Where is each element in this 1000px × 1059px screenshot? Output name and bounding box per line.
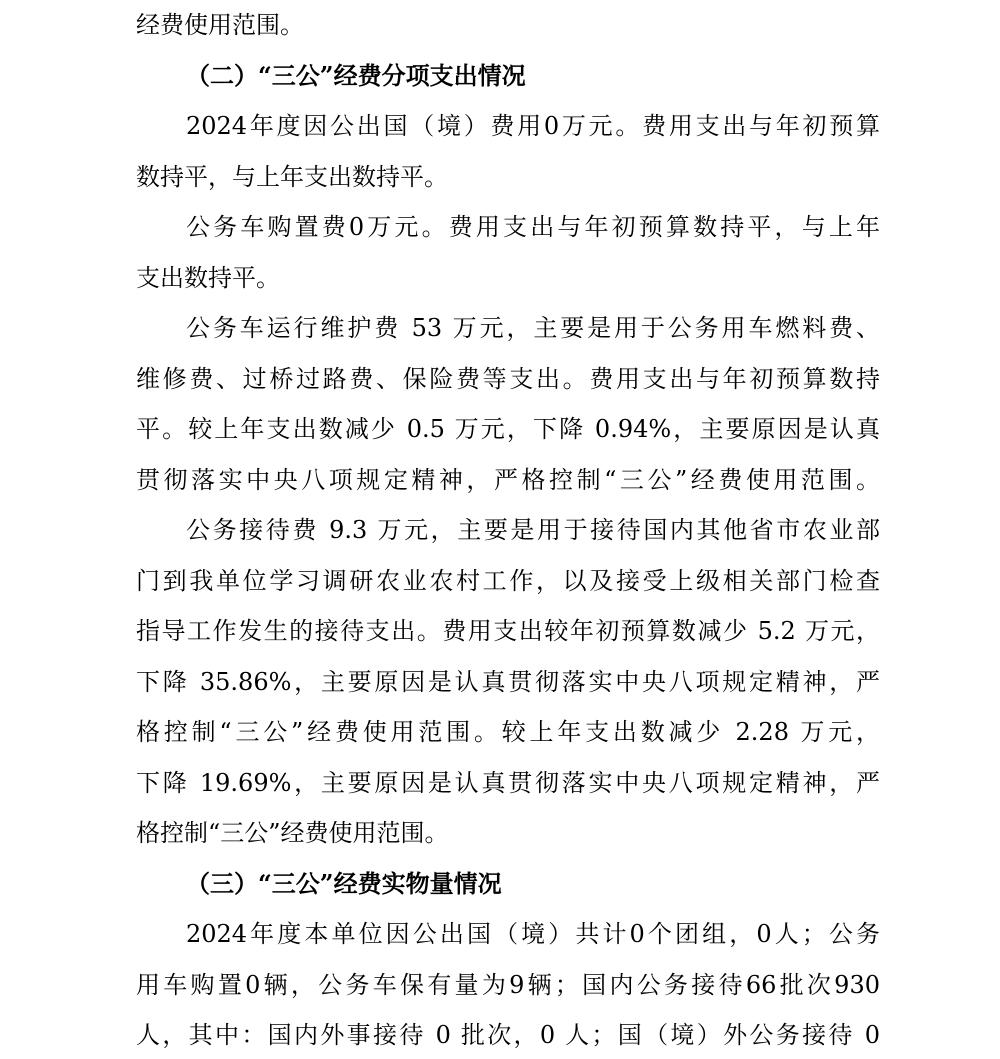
text-line: 公务车运行维护费 53 万元，主要是用于公务用车燃料费、: [186, 314, 880, 342]
text-line: 人，其中：国内外事接待 0 批次，0 人；国（境）外公务接待 0: [136, 1021, 880, 1049]
text-line: 用车购置0辆，公务车保有量为9辆；国内公务接待66批次930: [136, 971, 880, 999]
text-line: 2024年度本单位因公出国（境）共计0个团组，0人；公务: [186, 920, 880, 948]
text-line: 维修费、过桥过路费、保险费等支出。费用支出与年初预算数持: [136, 365, 880, 393]
text-line: 贯彻落实中央八项规定精神，严格控制“三公”经费使用范围。: [136, 466, 880, 494]
text-line: 支出数持平。: [136, 264, 280, 292]
text-line: 公务接待费 9.3 万元，主要是用于接待国内其他省市农业部: [186, 516, 880, 544]
text-line: 下降 35.86%，主要原因是认真贯彻落实中央八项规定精神，严: [136, 668, 880, 696]
text-line: 公务车购置费0万元。费用支出与年初预算数持平，与上年: [186, 213, 880, 241]
text-line: 2024年度因公出国（境）费用0万元。费用支出与年初预算: [186, 112, 880, 140]
text-line: 平。较上年支出数减少 0.5 万元，下降 0.94%，主要原因是认真: [136, 415, 880, 443]
text-line: 下降 19.69%，主要原因是认真贯彻落实中央八项规定精神，严: [136, 769, 880, 797]
section-heading: （二）“三公”经费分项支出情况: [186, 61, 526, 90]
text-line: 数持平，与上年支出数持平。: [136, 163, 448, 191]
text-line: 格控制“三公”经费使用范围。较上年支出数减少 2.28 万元，: [136, 718, 880, 746]
text-line: 经费使用范围。: [136, 11, 304, 39]
text-line: 指导工作发生的接待支出。费用支出较年初预算数减少 5.2 万元，: [136, 617, 880, 645]
section-heading: （三）“三公”经费实物量情况: [186, 869, 502, 898]
text-line: 门到我单位学习调研农业农村工作，以及接受上级相关部门检查: [136, 567, 880, 595]
text-line: 格控制“三公”经费使用范围。: [136, 819, 449, 847]
